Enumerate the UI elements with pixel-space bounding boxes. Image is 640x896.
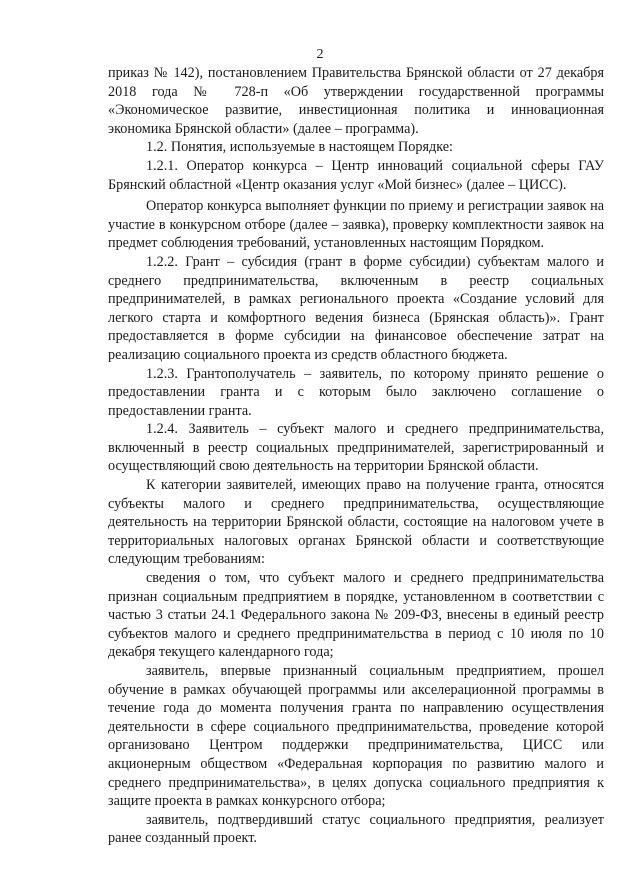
paragraph-requirement-training: заявитель, впервые признанный социальным предприятием, прошел обучение в рамках обучающей программы или акселерационной программы в течение года до момента получения гранта по направлению осуществления деятельности в сфере социального предпринимательства, проведение которой организовано Центром поддержки предпринимательства, ЦИСС или акционерным обществом «Федеральная корпорация по развитию малого и среднего предпринимательства», в целях допуска социального предприятия к защите проекта в рамках конкурсного отбора; <box>108 663 604 810</box>
paragraph-intro-continuation: приказ № 142), постановлением Правительства Брянской области от 27 декабря 2018 года № 728-п «Об утверждении государственной программы «Экономическое развитие, инвестиционная политика и инновационная экономика Брянской области» (далее – программа). <box>108 65 604 137</box>
paragraph-1-2-concepts: 1.2. Понятия, используемые в настоящем Порядке: <box>146 139 453 156</box>
paragraph-1-2-2-grant: 1.2.2. Грант – субсидия (грант в форме субсидии) субъектам малого и среднего предпринимательства, включенным в реестр социальных предпринимателей, в рамках регионального проекта «Создание условий для легкого старта и комфортного ведения бизнеса (Брянская область)». Грант предоставляется в форме субсидии на финансовое обеспечение затрат на реализацию социального проекта из средств областного бюджета. <box>108 253 604 363</box>
paragraph-applicant-categories: К категории заявителей, имеющих право на получение гранта, относятся субъекты малого и среднего предпринимательства, осуществляющие деятельность на территории Брянской области, состоящие на налоговом учете в территориальных налоговых органах Брянской области и соответствующие следующим требованиям: <box>108 477 604 568</box>
paragraph-1-2-4-applicant: 1.2.4. Заявитель – субъект малого и среднего предпринимательства, включенный в реестр социальных предпринимателей, зарегистрированный и осуществляющий свою деятельность на территории Брянской области. <box>108 421 604 475</box>
document-body <box>108 64 604 848</box>
paragraph-requirement-status: заявитель, подтвердивший статус социального предприятия, реализует ранее созданный проект. <box>108 811 604 847</box>
paragraph-operator-functions: Оператор конкурса выполняет функции по приему и регистрации заявок на участие в конкурсном отборе (далее – заявка), проверку комплектности заявок на предмет соблюдения требований, установленных настоящим Порядком. <box>108 198 604 252</box>
paragraph-requirement-registry: сведения о том, что субъект малого и среднего предпринимательства признан социальным предприятием в порядке, установленном в соответствии с частью 3 статьи 24.1 Федерального закона № 209-ФЗ, внесены в единый реестр субъектов малого и среднего предпринимательства в период с 10 июля по 10 декабря текущего календарного года; <box>108 570 604 661</box>
paragraph-1-2-1-operator: 1.2.1. Оператор конкурса – Центр инноваций социальной сферы ГАУ Брянский областной «Центр оказания услуг «Мой бизнес» (далее – ЦИСС). <box>108 157 604 193</box>
paragraph-1-2-3-grantee: 1.2.3. Грантополучатель – заявитель, по которому принято решение о предоставлении гранта и с которым было заключено соглашение о предоставлении гранта. <box>108 365 604 419</box>
page-number: 2 <box>316 47 324 62</box>
